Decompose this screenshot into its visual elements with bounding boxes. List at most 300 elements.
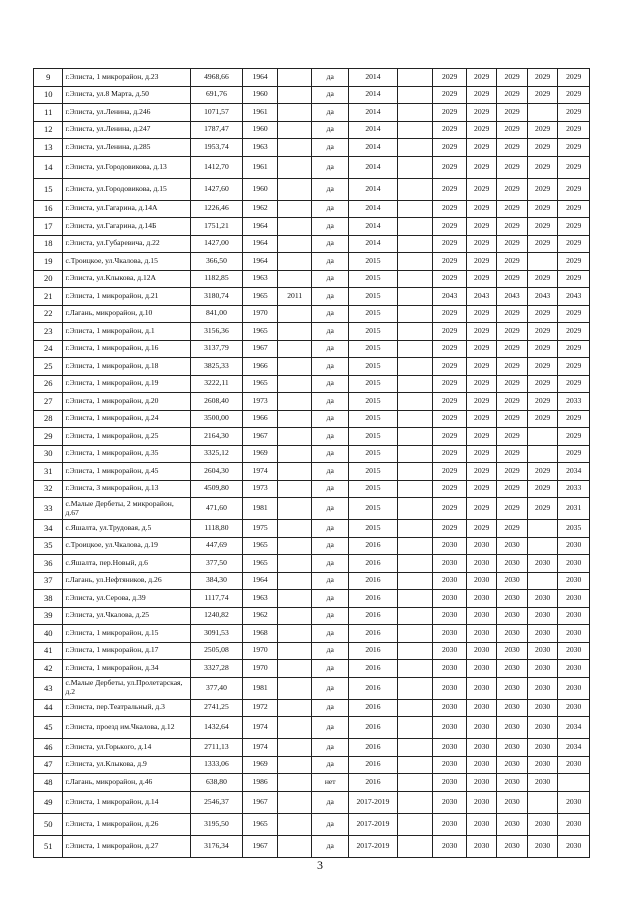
cell-c: 2029 <box>497 445 527 463</box>
cell-y2 <box>397 270 433 288</box>
cell-year: 1972 <box>243 699 278 717</box>
cell-c: 2029 <box>497 428 527 446</box>
cell-e: 2030 <box>558 835 590 857</box>
cell-n: 48 <box>34 774 63 792</box>
cell-rep <box>277 555 312 573</box>
cell-year: 1963 <box>243 590 278 608</box>
cell-a: 2029 <box>433 270 467 288</box>
cell-b: 2029 <box>466 156 496 178</box>
cell-n: 18 <box>34 235 63 253</box>
cell-addr: с.Малые Дербеты, 2 микрорайон, д.67 <box>63 498 190 520</box>
cell-addr: г.Элиста, 1 микрорайон, д.21 <box>63 288 190 306</box>
cell-c: 2029 <box>497 69 527 87</box>
cell-addr: с.Троицкое, ул.Чкалова, д.15 <box>63 253 190 271</box>
cell-area: 1240,82 <box>190 607 243 625</box>
cell-flag: да <box>312 699 349 717</box>
cell-e: 2029 <box>558 323 590 341</box>
cell-b: 2029 <box>466 375 496 393</box>
cell-d: 2029 <box>527 480 557 498</box>
cell-area: 4968,66 <box>190 69 243 87</box>
table-row <box>34 572 590 590</box>
cell-rep <box>277 717 312 739</box>
cell-b: 2029 <box>466 270 496 288</box>
cell-y2 <box>397 625 433 643</box>
cell-flag: да <box>312 660 349 678</box>
cell-y2 <box>397 445 433 463</box>
cell-e: 2029 <box>558 156 590 178</box>
cell-area: 3180,74 <box>190 288 243 306</box>
table-row <box>34 660 590 678</box>
cell-b: 2029 <box>466 200 496 218</box>
cell-y1: 2015 <box>349 270 398 288</box>
cell-y1: 2016 <box>349 590 398 608</box>
cell-e: 2030 <box>558 813 590 835</box>
cell-n: 14 <box>34 156 63 178</box>
cell-e: 2029 <box>558 253 590 271</box>
cell-rep <box>277 121 312 139</box>
cell-d: 2030 <box>527 555 557 573</box>
cell-d: 2030 <box>527 660 557 678</box>
cell-y1: 2016 <box>349 625 398 643</box>
cell-y2 <box>397 375 433 393</box>
cell-area: 366,50 <box>190 253 243 271</box>
cell-y2 <box>397 520 433 538</box>
cell-e: 2030 <box>558 660 590 678</box>
cell-y1: 2017-2019 <box>349 835 398 857</box>
table-row <box>34 520 590 538</box>
cell-b: 2029 <box>466 520 496 538</box>
cell-y1: 2016 <box>349 537 398 555</box>
cell-d: 2043 <box>527 288 557 306</box>
cell-n: 21 <box>34 288 63 306</box>
cell-a: 2030 <box>433 625 467 643</box>
cell-y2 <box>397 537 433 555</box>
cell-rep <box>277 375 312 393</box>
cell-rep <box>277 590 312 608</box>
cell-y1: 2014 <box>349 235 398 253</box>
cell-c: 2029 <box>497 270 527 288</box>
cell-b: 2030 <box>466 572 496 590</box>
cell-flag: да <box>312 739 349 757</box>
cell-a: 2029 <box>433 358 467 376</box>
cell-c: 2043 <box>497 288 527 306</box>
cell-c: 2030 <box>497 677 527 699</box>
cell-b: 2030 <box>466 677 496 699</box>
cell-c: 2029 <box>497 121 527 139</box>
cell-c: 2030 <box>497 739 527 757</box>
cell-e: 2029 <box>558 178 590 200</box>
cell-y1: 2015 <box>349 340 398 358</box>
cell-y1: 2014 <box>349 86 398 104</box>
page-number: 3 <box>317 858 323 872</box>
cell-a: 2029 <box>433 340 467 358</box>
cell-y1: 2015 <box>349 288 398 306</box>
cell-flag: да <box>312 270 349 288</box>
cell-rep <box>277 200 312 218</box>
cell-rep <box>277 253 312 271</box>
cell-y2 <box>397 572 433 590</box>
cell-a: 2029 <box>433 156 467 178</box>
cell-rep <box>277 428 312 446</box>
table-row <box>34 86 590 104</box>
cell-y2 <box>397 813 433 835</box>
cell-a: 2030 <box>433 774 467 792</box>
cell-n: 12 <box>34 121 63 139</box>
cell-n: 44 <box>34 699 63 717</box>
cell-rep <box>277 270 312 288</box>
cell-e: 2029 <box>558 200 590 218</box>
cell-rep <box>277 340 312 358</box>
cell-addr: г.Элиста, 1 микрорайон, д.17 <box>63 642 190 660</box>
table-row <box>34 607 590 625</box>
table-row <box>34 756 590 774</box>
cell-area: 3325,12 <box>190 445 243 463</box>
table-row <box>34 590 590 608</box>
cell-c: 2030 <box>497 774 527 792</box>
cell-addr: г.Элиста, 1 микрорайон, д.26 <box>63 813 190 835</box>
cell-a: 2029 <box>433 218 467 236</box>
cell-d <box>527 520 557 538</box>
cell-year: 1966 <box>243 358 278 376</box>
cell-year: 1965 <box>243 813 278 835</box>
cell-y2 <box>397 774 433 792</box>
table-row <box>34 445 590 463</box>
cell-area: 447,69 <box>190 537 243 555</box>
cell-c: 2029 <box>497 323 527 341</box>
cell-addr: г.Элиста, пер.Театральный, д.3 <box>63 699 190 717</box>
cell-c: 2030 <box>497 813 527 835</box>
cell-y1: 2014 <box>349 218 398 236</box>
cell-b: 2030 <box>466 756 496 774</box>
table-row <box>34 218 590 236</box>
cell-y2 <box>397 428 433 446</box>
table-row <box>34 104 590 122</box>
cell-e: 2029 <box>558 139 590 157</box>
cell-b: 2030 <box>466 642 496 660</box>
cell-rep <box>277 393 312 411</box>
cell-y2 <box>397 480 433 498</box>
cell-y2 <box>397 642 433 660</box>
table-row <box>34 270 590 288</box>
cell-year: 1967 <box>243 340 278 358</box>
cell-rep <box>277 139 312 157</box>
cell-rep <box>277 410 312 428</box>
table-row <box>34 739 590 757</box>
cell-area: 3195,50 <box>190 813 243 835</box>
cell-rep <box>277 235 312 253</box>
cell-year: 1973 <box>243 393 278 411</box>
cell-flag: да <box>312 642 349 660</box>
cell-year: 1960 <box>243 86 278 104</box>
cell-area: 1226,46 <box>190 200 243 218</box>
cell-c: 2029 <box>497 410 527 428</box>
cell-addr: г.Элиста, ул.Клыкова, д.12А <box>63 270 190 288</box>
cell-d: 2030 <box>527 774 557 792</box>
cell-n: 30 <box>34 445 63 463</box>
table-row <box>34 288 590 306</box>
cell-n: 20 <box>34 270 63 288</box>
cell-year: 1965 <box>243 323 278 341</box>
cell-rep <box>277 156 312 178</box>
cell-a: 2029 <box>433 445 467 463</box>
cell-a: 2029 <box>433 104 467 122</box>
cell-b: 2029 <box>466 218 496 236</box>
cell-a: 2029 <box>433 200 467 218</box>
cell-rep <box>277 323 312 341</box>
cell-c: 2030 <box>497 756 527 774</box>
cell-n: 25 <box>34 358 63 376</box>
cell-e: 2029 <box>558 270 590 288</box>
cell-addr: г.Элиста, 1 микрорайон, д.35 <box>63 445 190 463</box>
cell-e: 2029 <box>558 235 590 253</box>
cell-area: 3137,79 <box>190 340 243 358</box>
cell-area: 4509,80 <box>190 480 243 498</box>
table-row <box>34 253 590 271</box>
cell-year: 1974 <box>243 739 278 757</box>
cell-d: 2030 <box>527 590 557 608</box>
cell-rep <box>277 756 312 774</box>
table-row <box>34 625 590 643</box>
housing-table <box>33 68 590 858</box>
cell-b: 2029 <box>466 428 496 446</box>
cell-d <box>527 537 557 555</box>
cell-addr: с.Малые Дербеты, ул.Пролетарская, д.2 <box>63 677 190 699</box>
cell-d <box>527 253 557 271</box>
cell-area: 691,76 <box>190 86 243 104</box>
cell-addr: г.Элиста, ул.Гагарина, д.14А <box>63 200 190 218</box>
cell-area: 2741,25 <box>190 699 243 717</box>
cell-n: 22 <box>34 305 63 323</box>
table-row <box>34 200 590 218</box>
cell-b: 2029 <box>466 323 496 341</box>
cell-e: 2035 <box>558 520 590 538</box>
cell-area: 1427,60 <box>190 178 243 200</box>
cell-addr: г.Лагань, микрорайон, д.10 <box>63 305 190 323</box>
cell-e: 2030 <box>558 607 590 625</box>
cell-a: 2029 <box>433 69 467 87</box>
cell-d: 2029 <box>527 86 557 104</box>
cell-year: 1967 <box>243 428 278 446</box>
cell-addr: г.Лагань, ул.Нефтяников, д.26 <box>63 572 190 590</box>
cell-b: 2029 <box>466 480 496 498</box>
cell-flag: да <box>312 607 349 625</box>
cell-d: 2029 <box>527 121 557 139</box>
cell-year: 1963 <box>243 139 278 157</box>
cell-a: 2030 <box>433 835 467 857</box>
cell-area: 3091,53 <box>190 625 243 643</box>
cell-rep <box>277 677 312 699</box>
table-row <box>34 642 590 660</box>
cell-flag: да <box>312 253 349 271</box>
table-row <box>34 323 590 341</box>
cell-b: 2030 <box>466 660 496 678</box>
cell-d: 2029 <box>527 218 557 236</box>
cell-n: 45 <box>34 717 63 739</box>
table-row <box>34 463 590 481</box>
cell-flag: да <box>312 200 349 218</box>
cell-area: 3176,34 <box>190 835 243 857</box>
cell-d: 2030 <box>527 813 557 835</box>
cell-a: 2030 <box>433 607 467 625</box>
cell-addr: г.Элиста, ул.Серова, д.39 <box>63 590 190 608</box>
cell-a: 2030 <box>433 642 467 660</box>
cell-flag: да <box>312 121 349 139</box>
cell-area: 1118,80 <box>190 520 243 538</box>
cell-year: 1967 <box>243 791 278 813</box>
cell-addr: г.Элиста, ул.Губаревича, д.22 <box>63 235 190 253</box>
cell-y2 <box>397 235 433 253</box>
cell-addr: г.Элиста, 3 микрорайон, д.13 <box>63 480 190 498</box>
cell-a: 2029 <box>433 520 467 538</box>
cell-addr: г.Элиста, 1 микрорайон, д.16 <box>63 340 190 358</box>
cell-y1: 2015 <box>349 445 398 463</box>
cell-a: 2029 <box>433 86 467 104</box>
cell-y2 <box>397 323 433 341</box>
cell-y1: 2014 <box>349 104 398 122</box>
cell-area: 2604,30 <box>190 463 243 481</box>
cell-year: 1981 <box>243 677 278 699</box>
cell-year: 1962 <box>243 607 278 625</box>
cell-e: 2033 <box>558 393 590 411</box>
cell-rep <box>277 104 312 122</box>
cell-area: 3327,28 <box>190 660 243 678</box>
cell-area: 1432,64 <box>190 717 243 739</box>
cell-y2 <box>397 358 433 376</box>
cell-year: 1966 <box>243 410 278 428</box>
cell-c: 2029 <box>497 139 527 157</box>
cell-area: 3825,33 <box>190 358 243 376</box>
table-body <box>34 69 590 858</box>
cell-y1: 2016 <box>349 642 398 660</box>
cell-d: 2030 <box>527 835 557 857</box>
cell-year: 1970 <box>243 642 278 660</box>
cell-n: 15 <box>34 178 63 200</box>
cell-b: 2029 <box>466 445 496 463</box>
cell-c: 2029 <box>497 393 527 411</box>
cell-b: 2029 <box>466 498 496 520</box>
cell-area: 2608,40 <box>190 393 243 411</box>
cell-addr: г.Элиста, проезд им.Чкалова, д.12 <box>63 717 190 739</box>
cell-area: 1751,21 <box>190 218 243 236</box>
cell-e: 2030 <box>558 537 590 555</box>
cell-c: 2029 <box>497 480 527 498</box>
cell-y1: 2015 <box>349 498 398 520</box>
cell-flag: да <box>312 235 349 253</box>
cell-addr: г.Элиста, 1 микрорайон, д.27 <box>63 835 190 857</box>
cell-d: 2029 <box>527 270 557 288</box>
cell-flag: да <box>312 428 349 446</box>
cell-addr: г.Элиста, 1 микрорайон, д.15 <box>63 625 190 643</box>
cell-n: 9 <box>34 69 63 87</box>
cell-flag: да <box>312 625 349 643</box>
table-row <box>34 555 590 573</box>
cell-b: 2029 <box>466 139 496 157</box>
cell-year: 1960 <box>243 121 278 139</box>
cell-d: 2030 <box>527 756 557 774</box>
cell-rep <box>277 480 312 498</box>
cell-y1: 2017-2019 <box>349 813 398 835</box>
cell-addr: г.Элиста, ул.8 Марта, д.50 <box>63 86 190 104</box>
cell-n: 17 <box>34 218 63 236</box>
cell-d: 2029 <box>527 69 557 87</box>
cell-d <box>527 428 557 446</box>
cell-flag: да <box>312 835 349 857</box>
cell-y2 <box>397 699 433 717</box>
cell-y2 <box>397 410 433 428</box>
cell-b: 2030 <box>466 717 496 739</box>
cell-y1: 2014 <box>349 69 398 87</box>
cell-c: 2030 <box>497 835 527 857</box>
cell-addr: г.Элиста, 1 микрорайон, д.1 <box>63 323 190 341</box>
cell-y2 <box>397 156 433 178</box>
cell-rep <box>277 607 312 625</box>
cell-n: 49 <box>34 791 63 813</box>
cell-a: 2029 <box>433 253 467 271</box>
cell-b: 2029 <box>466 235 496 253</box>
cell-flag: да <box>312 410 349 428</box>
table-row <box>34 791 590 813</box>
table-row <box>34 340 590 358</box>
cell-flag: да <box>312 69 349 87</box>
cell-rep: 2011 <box>277 288 312 306</box>
cell-addr: г.Элиста, 1 микрорайон, д.45 <box>63 463 190 481</box>
cell-area: 384,30 <box>190 572 243 590</box>
cell-c: 2030 <box>497 607 527 625</box>
cell-flag: да <box>312 480 349 498</box>
cell-addr: г.Элиста, 1 микрорайон, д.14 <box>63 791 190 813</box>
table-row <box>34 156 590 178</box>
cell-year: 1970 <box>243 660 278 678</box>
cell-y2 <box>397 393 433 411</box>
cell-year: 1973 <box>243 480 278 498</box>
cell-addr: г.Элиста, ул.Городовикова, д.15 <box>63 178 190 200</box>
cell-flag: да <box>312 555 349 573</box>
cell-n: 42 <box>34 660 63 678</box>
cell-year: 1965 <box>243 555 278 573</box>
table-row <box>34 537 590 555</box>
cell-d <box>527 791 557 813</box>
cell-d: 2030 <box>527 739 557 757</box>
cell-year: 1964 <box>243 572 278 590</box>
cell-b: 2029 <box>466 410 496 428</box>
cell-y1: 2015 <box>349 520 398 538</box>
cell-n: 47 <box>34 756 63 774</box>
cell-e: 2034 <box>558 739 590 757</box>
cell-c: 2029 <box>497 86 527 104</box>
cell-year: 1975 <box>243 520 278 538</box>
document-page <box>33 68 590 858</box>
cell-n: 31 <box>34 463 63 481</box>
cell-year: 1963 <box>243 270 278 288</box>
cell-y1: 2016 <box>349 756 398 774</box>
cell-rep <box>277 774 312 792</box>
cell-e: 2030 <box>558 572 590 590</box>
table-row <box>34 305 590 323</box>
cell-e: 2030 <box>558 590 590 608</box>
cell-e: 2034 <box>558 463 590 481</box>
cell-a: 2030 <box>433 555 467 573</box>
cell-y1: 2015 <box>349 428 398 446</box>
cell-b: 2029 <box>466 86 496 104</box>
cell-y1: 2015 <box>349 463 398 481</box>
cell-area: 3156,36 <box>190 323 243 341</box>
cell-flag: да <box>312 358 349 376</box>
cell-c: 2030 <box>497 642 527 660</box>
cell-flag: да <box>312 218 349 236</box>
cell-b: 2029 <box>466 358 496 376</box>
cell-d: 2029 <box>527 323 557 341</box>
cell-n: 23 <box>34 323 63 341</box>
